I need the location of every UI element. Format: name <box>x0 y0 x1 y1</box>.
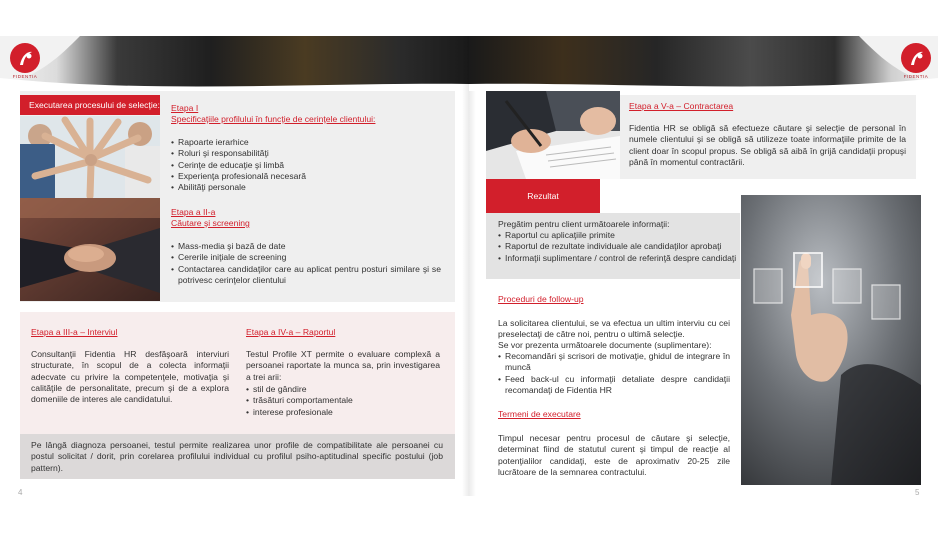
termeni-text: Timpul necesar pentru procesul de căutare şi selecţie, determinat fiind de statutul curent şi timpul de reacţie al potenţialilor candidaţi, este de aproximativ 20-25 zile lucrătoare de la semnarea contractului. <box>498 433 730 477</box>
etapa4-title: Etapa a IV-a – Raportul <box>246 327 336 337</box>
rezultat-intro: Pregătim pentru client următoarele informaţii: <box>498 219 670 229</box>
list-item: • Experienţa profesională necesară <box>171 171 441 182</box>
followup-text1: La solicitarea clientului, se va efectua un ultim interviu cu cei preselectaţi de către noi, pentru o ultimă selecţie. <box>498 318 730 340</box>
list-item: • Raportul de rezultate individuale ale candidaţilor aprobaţi <box>498 241 738 252</box>
left-banner <box>0 36 469 91</box>
followup-title: Proceduri de follow-up <box>498 294 584 304</box>
right-page <box>469 0 938 540</box>
logo-right-text: FIDENTIA <box>903 74 929 79</box>
hands-circle-photo <box>20 116 160 198</box>
etapa2-list <box>171 241 441 286</box>
termeni-title: Termeni de executare <box>498 409 581 419</box>
handshake-photo <box>20 198 160 301</box>
logo-left-text: FIDENTIA <box>12 74 38 79</box>
etapa5-text: Fidentia HR se obligă să efectueze căutare şi selecţie de personal în numele clientului şi se obligă să utilizeze toate informaţiile primite de la client doar în scopul propus. Se obligă să aibă în grijă candidaţii propuşi până în momentul contractării. <box>629 123 906 167</box>
footer-text-left: Pe lângă diagnoza persoanei, testul permite realizarea unor profile de compatibilitate ale persoanei cu postul solicitat / dorit, prin corelarea profilului individual cu profilul psiho-aptitudinal specific postului (job pattern). <box>31 440 443 473</box>
etapa1-list <box>171 137 441 193</box>
etapa1-title: Etapa I <box>171 103 199 113</box>
list-item: • Informaţii suplimentare / control de referinţă despre candidaţi <box>498 253 738 264</box>
followup-text2: Se vor prezenta următoarele documente (suplimentare): <box>498 340 712 350</box>
etapa2-title: Etapa a II-a <box>171 207 216 217</box>
contract-signing-photo <box>486 91 620 179</box>
list-item: • Abilităţi personale <box>171 182 441 193</box>
logo-right <box>901 43 931 73</box>
etapa3-text: Consultanţii Fidentia HR desfăşoară interviuri structurate, în scopul de a colecta informaţii adecvate cu privire la competenţele, motivaţia şi calităţile de personalitate, precum şi de a explora domeniile de interes ale candidatului. <box>31 349 229 405</box>
etapa5-title: Etapa a V-a – Contractarea <box>629 101 734 111</box>
list-item: • Contactarea candidaţilor care au aplicat pentru posturi similare şi se potrivesc cerinţelor clientului <box>171 264 441 287</box>
executarea-tab: Executarea procesului de selecţie: <box>20 95 160 115</box>
list-item: • interese profesionale <box>246 407 440 418</box>
list-item: • Recomandări şi scrisori de motivaţie, ghidul de integrare în muncă <box>498 351 730 374</box>
rezultat-list <box>498 230 738 264</box>
etapa3-title: Etapa a III-a – Interviul <box>31 327 118 337</box>
page-number-right: 5 <box>915 488 920 497</box>
list-item: • trăsături comportamentale <box>246 395 440 406</box>
right-banner <box>469 36 938 91</box>
list-item: • Cererile iniţiale de screening <box>171 252 441 263</box>
list-item: • Rapoarte ierarhice <box>171 137 441 148</box>
logo-left <box>10 43 40 73</box>
page-number-left: 4 <box>18 488 23 497</box>
etapa4-text: Testul Profile XT permite o evaluare complexă a persoanei raportate la munca sa, prin investigarea a trei arii: <box>246 349 440 382</box>
list-item: • Roluri şi responsabilităţi <box>171 148 441 159</box>
etapa4-list <box>246 384 440 418</box>
touchscreen-photo <box>741 195 921 485</box>
etapa2-subtitle: Căutare şi screening <box>171 218 250 228</box>
list-item: • Mass-media şi bază de date <box>171 241 441 252</box>
etapa1-subtitle: Specificaţiile profilului în funcţie de cerinţele clientului: <box>171 114 376 124</box>
followup-list <box>498 351 730 396</box>
list-item: • Raportul cu aplicaţiile primite <box>498 230 738 241</box>
rezultat-tab: Rezultat <box>486 179 600 213</box>
list-item: • stil de gândire <box>246 384 440 395</box>
list-item: • Cerinţe de educaţie şi limbă <box>171 160 441 171</box>
list-item: • Feed back-ul cu informaţii detaliate despre candidaţii recomandaţi de Fidentia HR <box>498 374 730 397</box>
